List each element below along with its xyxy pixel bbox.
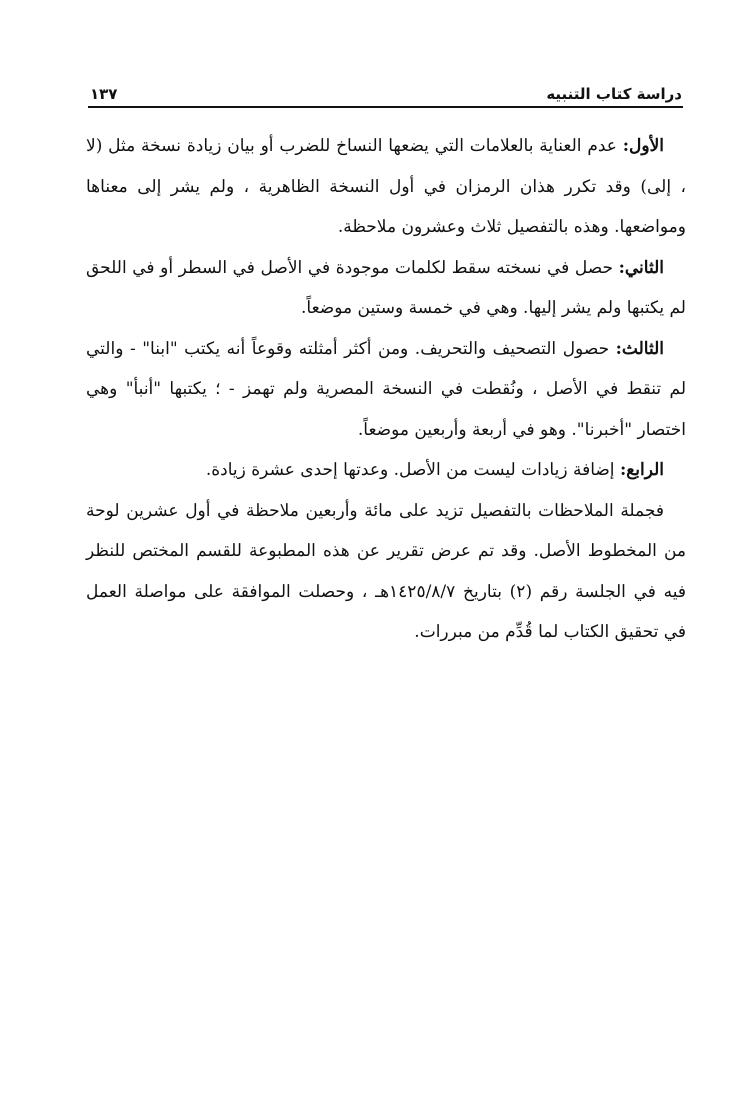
paragraph-text: فجملة الملاحظات بالتفصيل تزيد على مائة وأربعين ملاحظة في أول عشرين لوحة من المخطوط الأصل. وقد تم عرض تقرير عن هذه المطبوعة للقسم المختص للنظر فيه في الجلسة رقم (٢) بتاريخ ١٤٢٥/٨/٧هـ ، وحصلت الموافقة على مواصلة العمل في تحقيق الكتاب لما قُدِّم من مبررات. (86, 500, 686, 642)
page-header (90, 74, 682, 104)
paragraph-text: حصل في نسخته سقط لكلمات موجودة في الأصل في السطر أو في اللحق لم يكتبها ولم يشر إليها. وهي في خمسة وستين موضعاً. (86, 257, 686, 318)
header-rule (88, 106, 683, 108)
paragraph-term: الثاني: (618, 257, 664, 278)
paragraph-term: الأول: (622, 136, 664, 156)
paragraph-text: حصول التصحيف والتحريف. ومن أكثر أمثلته وقوعاً أنه يكتب "ابنا" - والتي لم تنقط في الأصل ، ونُقطت في النسخة المصرية ولم تهمز - ؛ يكتبها "أنبأ" وهي اختصار "أخبرنا". وهو في أربعة وأربعين موضعاً. (86, 338, 686, 440)
paragraph-third (86, 329, 686, 451)
paragraph-term: الرابع: (619, 460, 664, 480)
paragraph-text: عدم العناية بالعلامات التي يضعها النساخ للضرب أو بيان زيادة نسخة مثل (لا ، إلى) وقد تكرر هذان الرمزان في أول النسخة الظاهرية ، ولم يشر إلى معناها ومواضعها. وهذه بالتفصيل ثلاث وعشرون ملاحظة. (86, 136, 686, 237)
running-title: دراسة كتاب التنبيه (546, 85, 682, 103)
paragraph-fourth (86, 450, 686, 491)
paragraph-summary (86, 491, 686, 653)
paragraph-text: إضافة زيادات ليست من الأصل. وعدتها إحدى عشرة زيادة. (205, 460, 620, 480)
paragraph-term: الثالث: (615, 338, 664, 359)
body-text (86, 126, 686, 653)
paragraph-first (86, 126, 686, 248)
page-number: ١٣٧ (90, 85, 118, 103)
paragraph-second (86, 248, 686, 329)
